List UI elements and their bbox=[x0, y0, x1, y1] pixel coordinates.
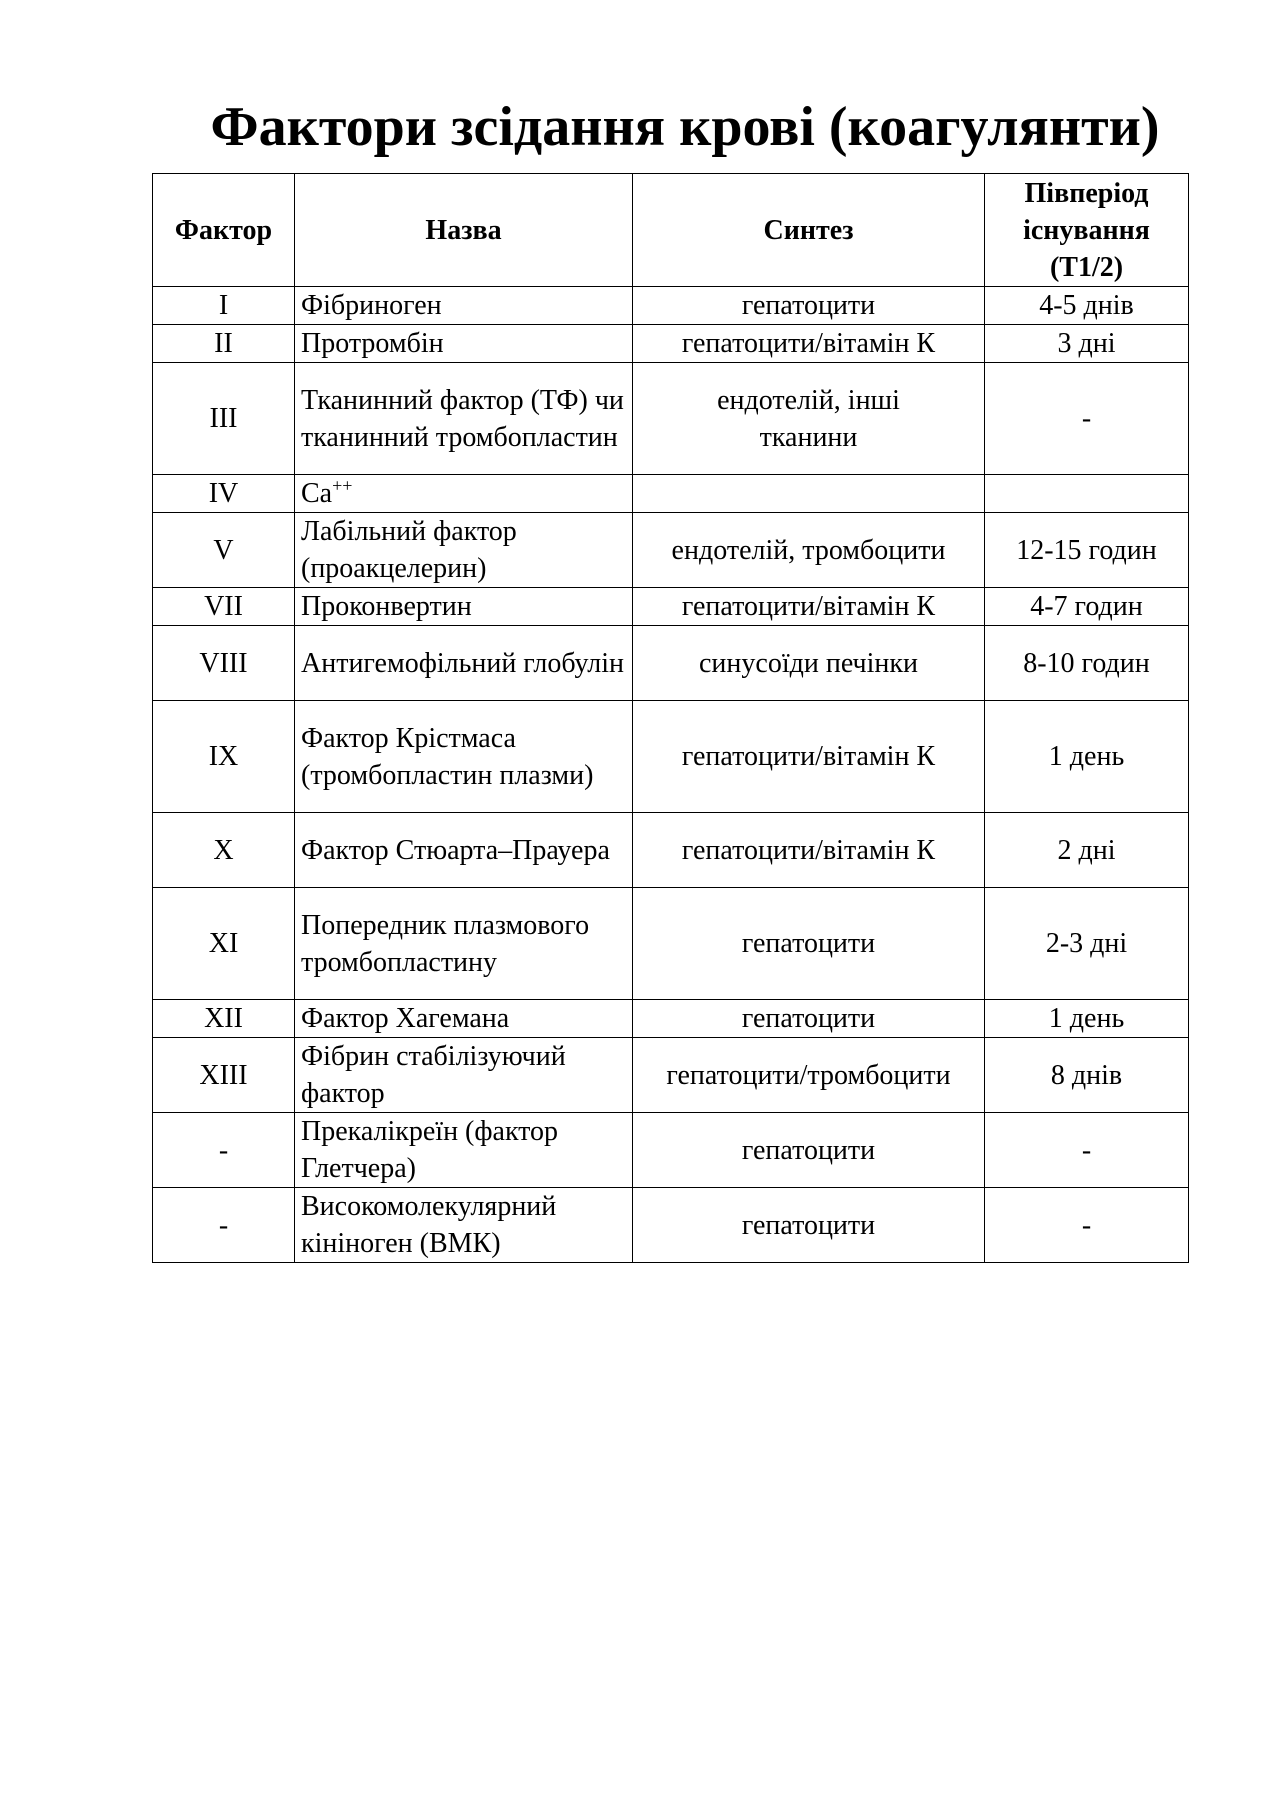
half-life-cell: 8 днів bbox=[985, 1038, 1189, 1113]
synthesis-cell: гепатоцити/тромбоцити bbox=[633, 1038, 985, 1113]
factor-cell: XI bbox=[153, 888, 295, 1000]
header-synthesis: Синтез bbox=[633, 174, 985, 287]
half-life-cell: - bbox=[985, 1188, 1189, 1263]
factor-cell: XIII bbox=[153, 1038, 295, 1113]
table-row bbox=[153, 325, 1189, 363]
synthesis-cell: ендотелій, інші тканини bbox=[633, 363, 985, 475]
name-cell bbox=[295, 475, 633, 513]
half-life-cell: 1 день bbox=[985, 701, 1189, 813]
half-life-cell: 3 дні bbox=[985, 325, 1189, 363]
factor-cell: XII bbox=[153, 1000, 295, 1038]
name-cell: Протромбін bbox=[295, 325, 633, 363]
synthesis-cell: гепатоцити/вітамін К bbox=[633, 325, 985, 363]
table-row bbox=[153, 1038, 1189, 1113]
factor-cell: IX bbox=[153, 701, 295, 813]
synthesis-cell: ендотелій, тромбоцити bbox=[633, 513, 985, 588]
half-life-cell: - bbox=[985, 363, 1189, 475]
synthesis-cell: гепатоцити/вітамін К bbox=[633, 701, 985, 813]
name-cell: Проконвертин bbox=[295, 588, 633, 626]
half-life-cell: 2-3 дні bbox=[985, 888, 1189, 1000]
name-cell: Фібрин стабілізуючий фактор bbox=[295, 1038, 633, 1113]
synthesis-cell: синусоїди печінки bbox=[633, 626, 985, 701]
table-row bbox=[153, 513, 1189, 588]
table-row bbox=[153, 1188, 1189, 1263]
table-row bbox=[153, 701, 1189, 813]
half-life-cell: 4-7 годин bbox=[985, 588, 1189, 626]
table-row bbox=[153, 588, 1189, 626]
factor-cell: IV bbox=[153, 475, 295, 513]
table-row bbox=[153, 1000, 1189, 1038]
name-cell: Попередник плазмового тромбопластину bbox=[295, 888, 633, 1000]
header-half-life-line3: (T1/2) bbox=[1049, 251, 1124, 283]
factor-cell: X bbox=[153, 813, 295, 888]
name-cell: Прекалікреїн (фактор Глетчера) bbox=[295, 1113, 633, 1188]
factor-cell: I bbox=[153, 287, 295, 325]
name-cell: Високомолекулярний кініноген (ВМК) bbox=[295, 1188, 633, 1263]
factor-cell: VIII bbox=[153, 626, 295, 701]
header-name: Назва bbox=[295, 174, 633, 287]
header-factor: Фактор bbox=[153, 174, 295, 287]
header-half-life-line1: Півперіод bbox=[1024, 177, 1149, 209]
name-text: Са bbox=[301, 478, 333, 509]
table-row bbox=[153, 813, 1189, 888]
table-row bbox=[153, 287, 1189, 325]
header-half-life-line2: існування bbox=[1023, 214, 1150, 246]
factor-cell: V bbox=[153, 513, 295, 588]
table-header-row bbox=[153, 174, 1189, 287]
half-life-cell: - bbox=[985, 1113, 1189, 1188]
synthesis-cell: гепатоцити bbox=[633, 888, 985, 1000]
factor-cell: - bbox=[153, 1188, 295, 1263]
table-row bbox=[153, 888, 1189, 1000]
name-superscript: ++ bbox=[332, 475, 353, 496]
name-cell: Фактор Хагемана bbox=[295, 1000, 633, 1038]
name-cell: Фактор Крістмаса (тромбопластин плазми) bbox=[295, 701, 633, 813]
factor-cell: II bbox=[153, 325, 295, 363]
table-row bbox=[153, 363, 1189, 475]
table-row bbox=[153, 1113, 1189, 1188]
half-life-cell: 1 день bbox=[985, 1000, 1189, 1038]
name-cell: Антигемофільний глобулін bbox=[295, 626, 633, 701]
half-life-cell: 4-5 днів bbox=[985, 287, 1189, 325]
name-cell: Тканинний фактор (ТФ) чи тканинний тромбопластин bbox=[295, 363, 633, 475]
table-row bbox=[153, 626, 1189, 701]
half-life-cell: 2 дні bbox=[985, 813, 1189, 888]
table-row bbox=[153, 475, 1189, 513]
synthesis-cell: гепатоцити bbox=[633, 1188, 985, 1263]
page-title: Фактори зсідання крові (коагулянти) bbox=[210, 96, 1160, 158]
synthesis-cell bbox=[633, 475, 985, 513]
name-cell: Фібриноген bbox=[295, 287, 633, 325]
factor-cell: III bbox=[153, 363, 295, 475]
factor-cell: VII bbox=[153, 588, 295, 626]
half-life-cell: 12-15 годин bbox=[985, 513, 1189, 588]
synthesis-cell: гепатоцити/вітамін К bbox=[633, 813, 985, 888]
synthesis-cell: гепатоцити/вітамін К bbox=[633, 588, 985, 626]
synthesis-cell: гепатоцити bbox=[633, 287, 985, 325]
synthesis-cell: гепатоцити bbox=[633, 1113, 985, 1188]
synthesis-cell: гепатоцити bbox=[633, 1000, 985, 1038]
name-cell: Лабільний фактор (проакцелерин) bbox=[295, 513, 633, 588]
coagulation-factors-table bbox=[152, 173, 1189, 1263]
name-cell: Фактор Стюарта–Прауера bbox=[295, 813, 633, 888]
half-life-cell: 8-10 годин bbox=[985, 626, 1189, 701]
half-life-cell bbox=[985, 475, 1189, 513]
factor-cell: - bbox=[153, 1113, 295, 1188]
header-half-life bbox=[985, 174, 1189, 287]
